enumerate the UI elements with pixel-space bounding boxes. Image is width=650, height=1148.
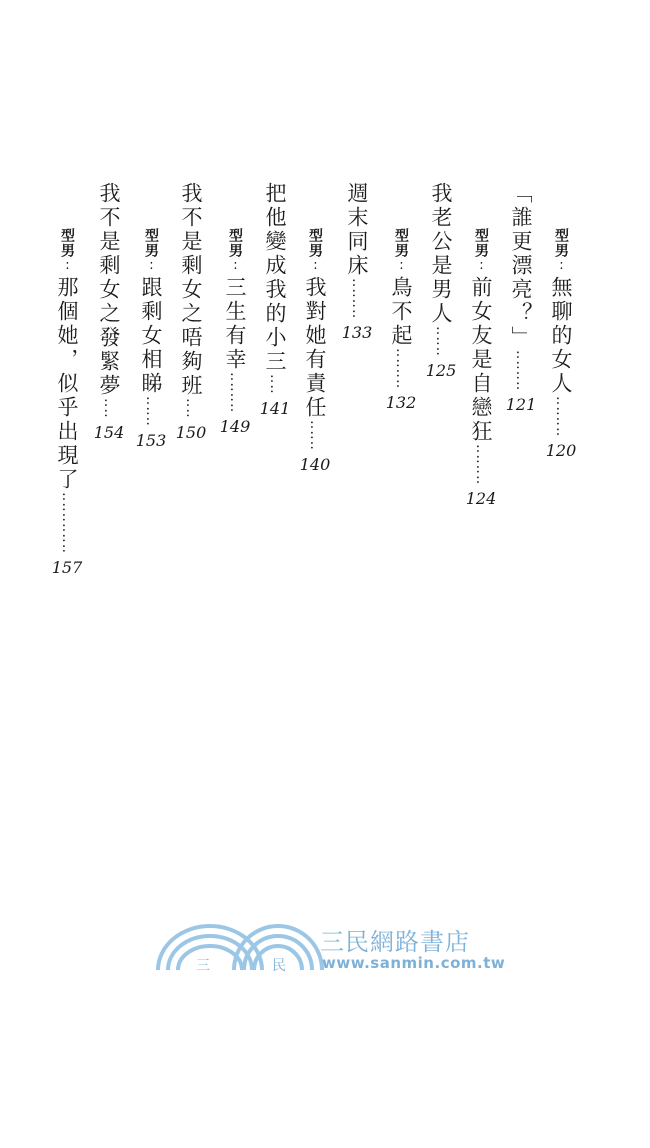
page-number: 120 [545, 441, 577, 461]
page-number: 157 [51, 558, 83, 578]
entry-title-line [134, 228, 168, 396]
entry-label: 型男 [143, 228, 159, 258]
toc-entry [504, 182, 538, 414]
entry-title-line [464, 228, 498, 444]
entry-title-line [384, 228, 418, 348]
entry-title: 三生有幸 [223, 276, 247, 372]
page-number: 154 [93, 422, 125, 442]
page-number: 141 [259, 398, 291, 418]
leader-dots: ‥‥‥‥ [553, 396, 569, 438]
colon: : [228, 258, 243, 276]
colon: : [554, 258, 569, 276]
toc-entry [544, 228, 578, 460]
entry-title: 把他變成我的小三 [263, 182, 287, 374]
page-number: 153 [135, 431, 167, 451]
leader-dots: ‥‥‥ [307, 420, 323, 452]
entry-title-line [50, 228, 84, 492]
entry-title: 跟剩女相睇 [139, 276, 163, 396]
logo-arc-right: 民 [272, 958, 286, 974]
leader-dots: ‥‥ [183, 398, 199, 419]
toc-entry [174, 182, 208, 442]
page-number: 133 [341, 323, 373, 343]
entry-label: 型男 [393, 228, 409, 258]
entry-title: 「誰更漂亮？」 [509, 182, 533, 350]
logo-arc-left: 三 [196, 958, 210, 974]
toc-entry [50, 228, 84, 577]
colon: : [474, 258, 489, 276]
entry-title: 我老公是男人 [429, 182, 453, 326]
page-number: 124 [465, 489, 497, 509]
page-number: 149 [219, 417, 251, 437]
leader-dots: ‥‥‥‥‥‥ [59, 492, 75, 555]
toc-entry [298, 228, 332, 474]
entry-label: 型男 [227, 228, 243, 258]
toc-entry [92, 182, 126, 442]
entry-title: 我對她有責任 [303, 276, 327, 420]
leader-dots: ‥‥‥ [433, 326, 449, 358]
colon: : [308, 258, 323, 276]
entry-title: 前女友是自戀狂 [469, 276, 493, 444]
entry-title-line [298, 228, 332, 420]
entry-label: 型男 [307, 228, 323, 258]
entry-label: 型男 [553, 228, 569, 258]
entry-label: 型男 [59, 228, 75, 258]
leader-dots: ‥‥‥‥ [513, 350, 529, 392]
entry-title: 無聊的女人 [549, 276, 573, 396]
leader-dots: ‥‥‥ [143, 396, 159, 428]
toc-entry [424, 182, 458, 380]
entry-title-line [218, 228, 252, 372]
page-number: 125 [425, 361, 457, 381]
leader-dots: ‥‥ [267, 374, 283, 395]
logo-url: www.sanmin.com.tw [322, 954, 506, 972]
leader-dots: ‥‥‥‥ [393, 348, 409, 390]
entry-title: 週末同床 [345, 182, 369, 278]
logo-store-name: 三民網路書店 [320, 928, 470, 956]
leader-dots: ‥‥‥‥ [227, 372, 243, 414]
toc-entry [218, 228, 252, 436]
page-number: 132 [385, 393, 417, 413]
colon: : [60, 258, 75, 276]
entry-label: 型男 [473, 228, 489, 258]
entry-title-line [544, 228, 578, 396]
leader-dots: ‥‥‥‥ [349, 278, 365, 320]
toc-entry [384, 228, 418, 412]
page-number: 150 [175, 422, 207, 442]
toc-entry [340, 182, 374, 342]
toc-entry [464, 228, 498, 508]
toc-entry [134, 228, 168, 450]
page-number: 140 [299, 455, 331, 475]
entry-title: 我不是剩女之唔夠班 [179, 182, 203, 398]
page-number: 121 [505, 395, 537, 415]
entry-title: 我不是剩女之發緊夢 [97, 182, 121, 398]
entry-title: 鳥不起 [389, 276, 413, 348]
entry-title: 那個她，似乎出現了 [55, 276, 79, 492]
colon: : [394, 258, 409, 276]
leader-dots: ‥‥‥‥ [473, 444, 489, 486]
toc-entry [258, 182, 292, 418]
colon: : [144, 258, 159, 276]
leader-dots: ‥‥ [101, 398, 117, 419]
